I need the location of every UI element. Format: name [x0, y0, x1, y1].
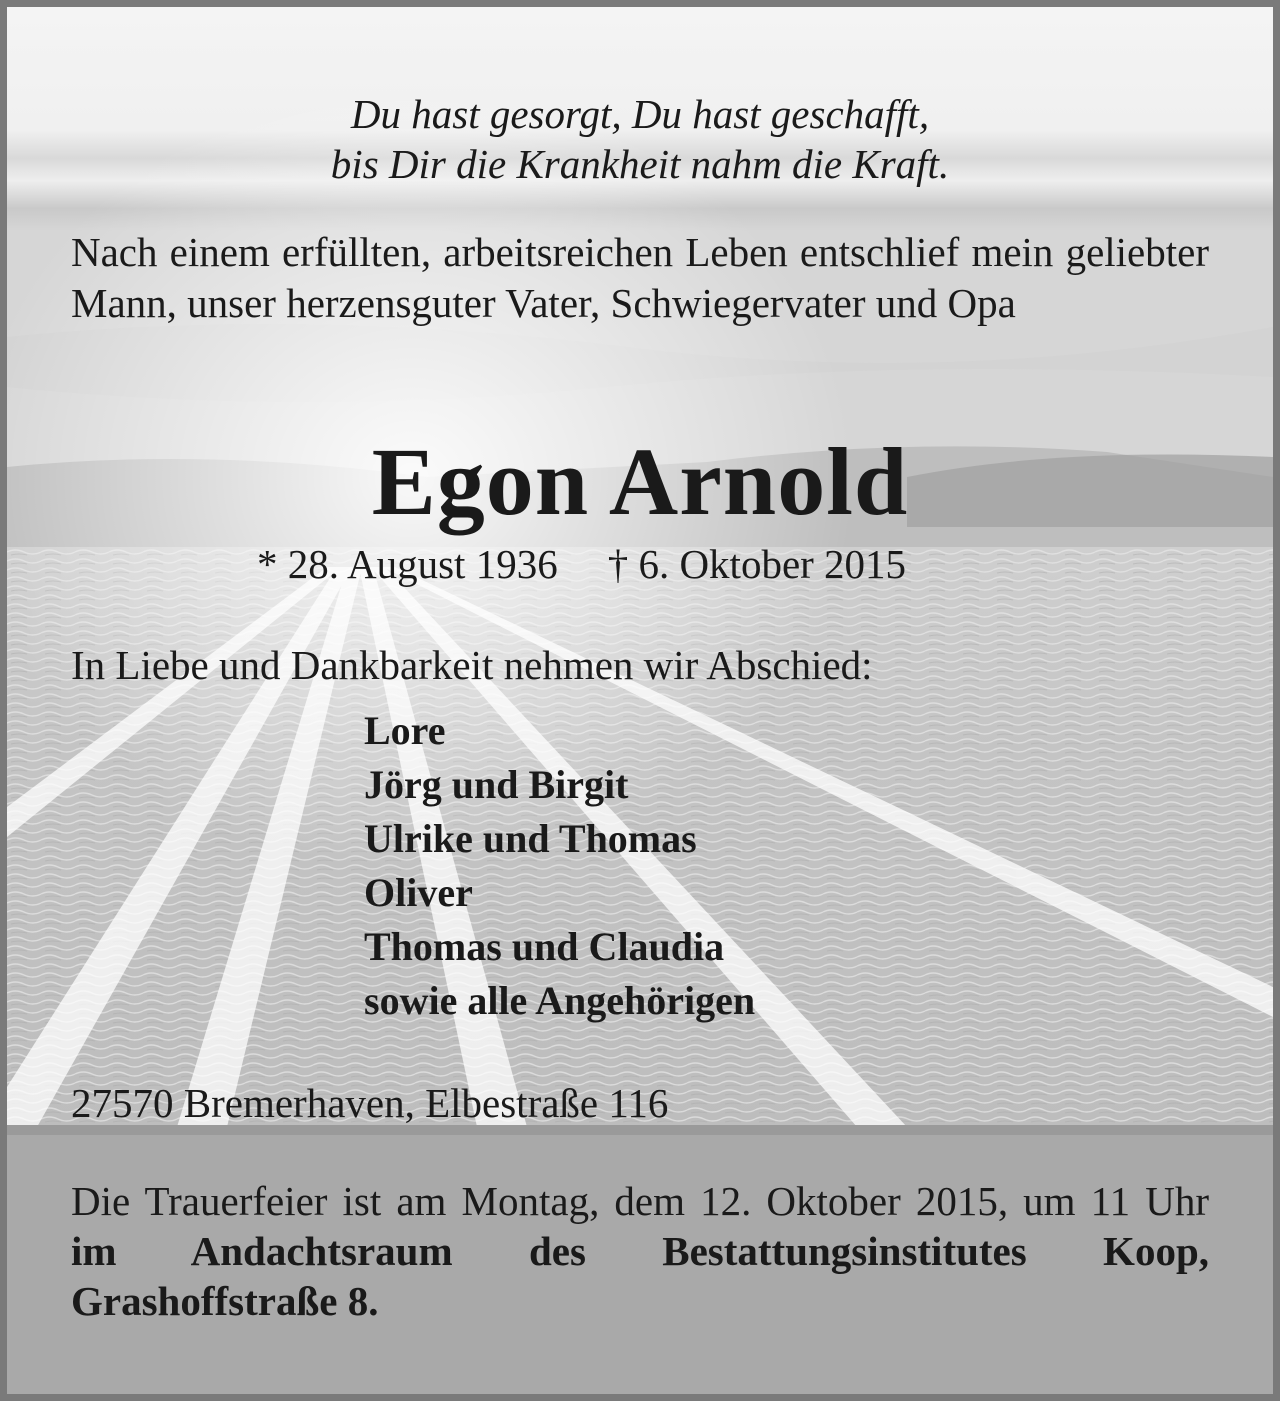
birth-date: * 28. August 1936 [257, 541, 558, 587]
service-text: Die Trauerfeier ist am Montag, dem 12. Oktober 2015, um 11 Uhr [71, 1178, 1209, 1224]
mourners-list [364, 704, 755, 1028]
mourner-name: Oliver [364, 870, 473, 915]
family-address: 27570 Bremerhaven, Elbestraße 116 [71, 1080, 669, 1126]
verse-line: Du hast gesorgt, Du hast geschafft, [350, 91, 930, 137]
mourner-name: Jörg und Birgit [364, 762, 629, 807]
mourner-name: Lore [364, 708, 446, 753]
verse-line: bis Dir die Krankheit nahm die Kraft. [330, 141, 950, 187]
mourner-name: Thomas und Claudia [364, 924, 725, 969]
mourner-name: Ulrike und Thomas [364, 816, 697, 861]
notice-text [7, 7, 1273, 1394]
life-dates [257, 539, 906, 589]
mourner-name: sowie alle Angehörigen [364, 978, 756, 1023]
funeral-service-info [71, 1176, 1209, 1326]
memorial-verse [7, 89, 1273, 189]
intro-paragraph: Nach einem erfüllten, arbeitsreichen Leben entschlief mein geliebter Mann, unser herzensguter Vater, Schwiegervater und Opa [71, 229, 1209, 326]
service-location: im Andachtsraum des Bestattungsinstitutes Koop, Grashoffstraße 8. [71, 1228, 1209, 1324]
deceased-name: Egon Arnold [371, 428, 909, 535]
death-date: † 6. Oktober 2015 [607, 541, 907, 587]
farewell-line: In Liebe und Dankbarkeit nehmen wir Abschied: [71, 642, 873, 688]
